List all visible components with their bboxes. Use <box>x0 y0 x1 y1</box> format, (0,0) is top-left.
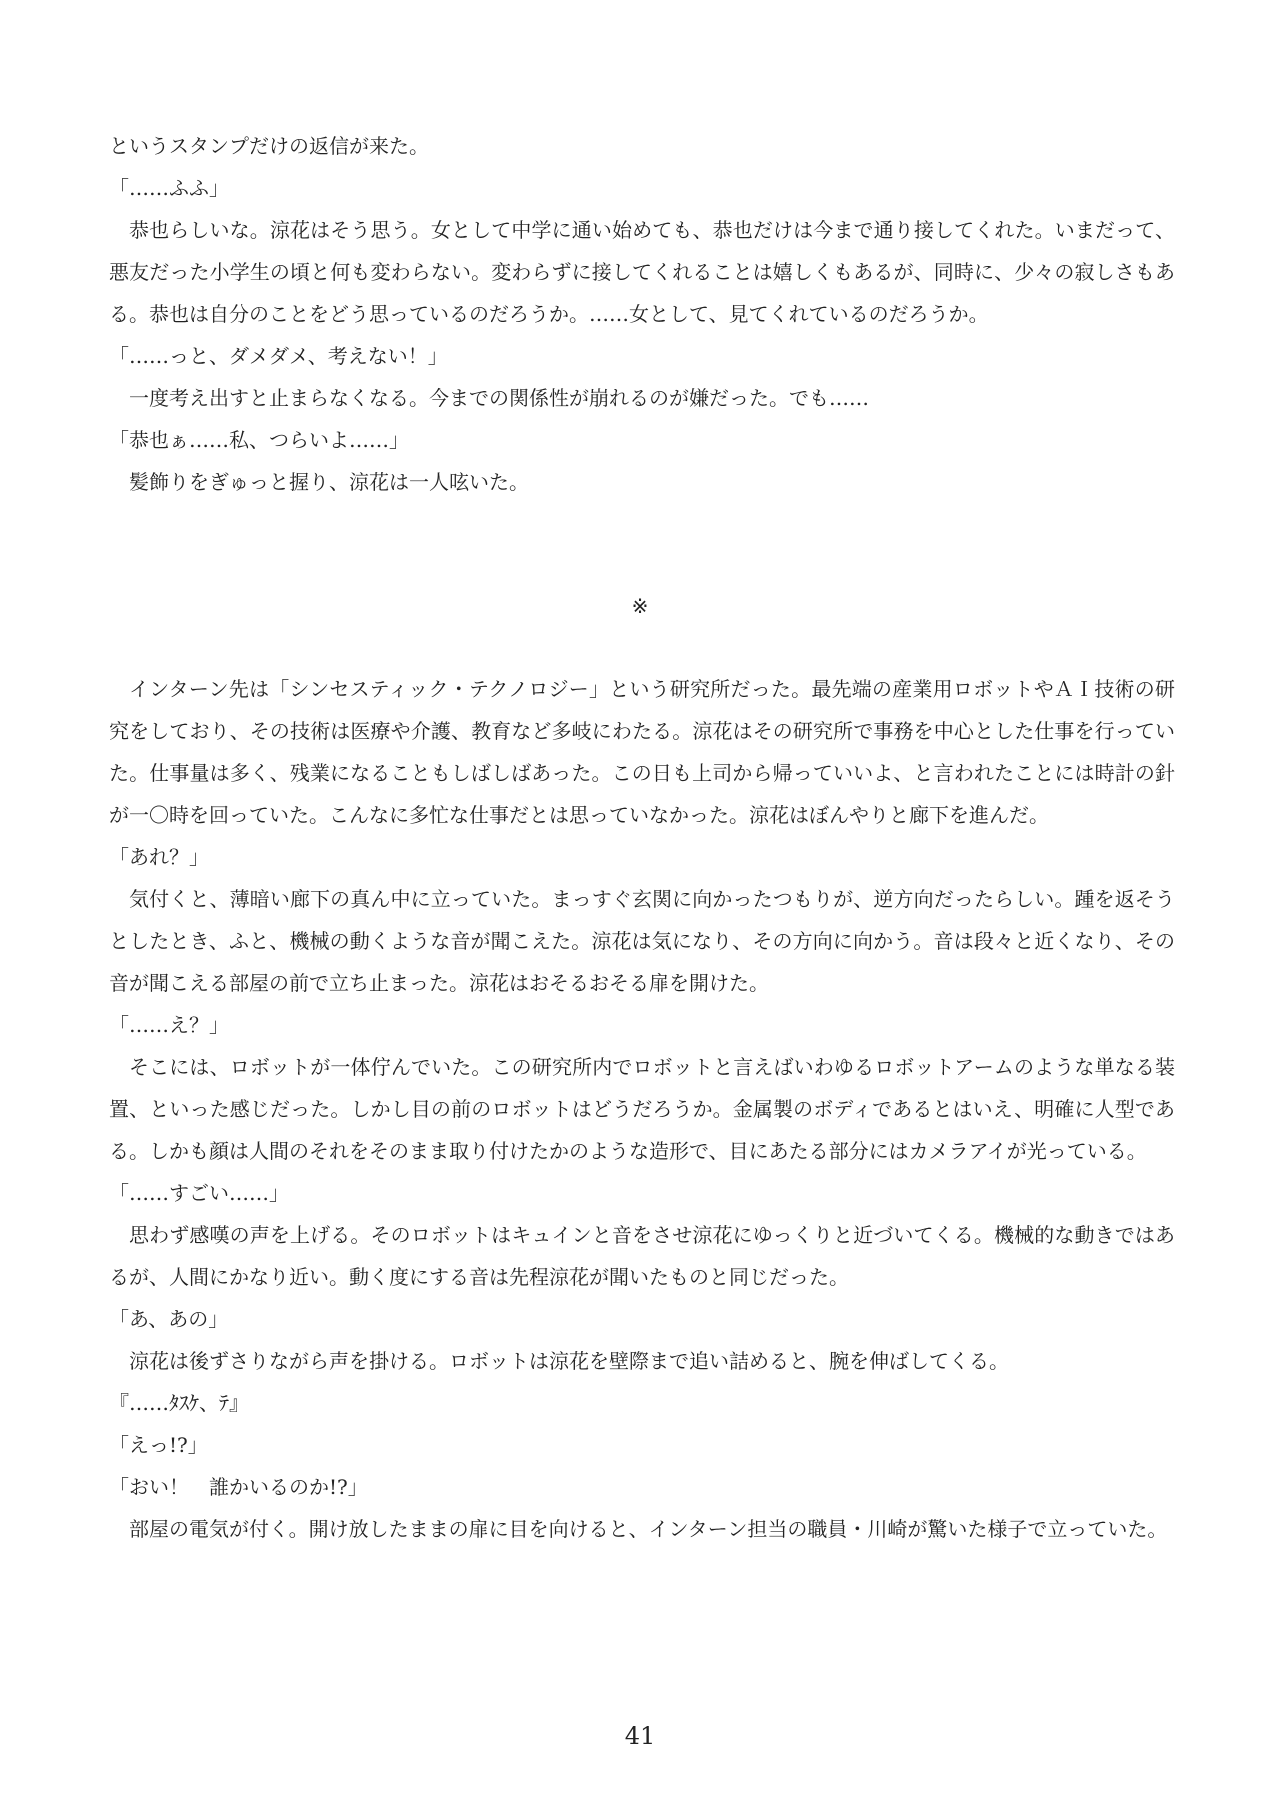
section-1-text <box>109 125 1175 503</box>
paragraph-internship: インターン先は「シンセスティック・テクノロジー」という研究所だった。最先端の産業用ロボットやＡＩ技術の研究をしており、その技術は医療や介護、教育など多岐にわたる。涼花はその研究所で事務を中心とした仕事を行っていた。仕事量は多く、残業になることもしばしばあった。この日も上司から帰っていいよ、と言われたことには時計の針が一〇時を回っていた。こんなに多忙な仕事だとは思っていなかった。涼花はぼんやりと廊下を進んだ。 <box>109 677 1175 827</box>
paragraph-back-away: 涼花は後ずさりながら声を掛ける。ロボットは涼花を壁際まで追い詰めると、腕を伸ばしてくる。 <box>129 1349 1009 1373</box>
paragraph-relationship: 一度考え出すと止まらなくなる。今までの関係性が崩れるのが嫌だった。でも…… <box>129 386 869 410</box>
paragraph-corridor: 気付くと、薄暗い廊下の真ん中に立っていた。まっすぐ玄関に向かったつもりが、逆方向だったらしい。踵を返そうとしたとき、ふと、機械の動くような音が聞こえた。涼花は気になり、その方向に向かう。音は段々と近くなり、その音が聞こえる部屋の前で立ち止まった。涼花はおそるおそる扉を開けた。 <box>109 887 1175 995</box>
section-2-text <box>109 668 1175 1550</box>
paragraph-stamp-reply: というスタンプだけの返信が来た。 <box>109 134 429 158</box>
paragraph-admiration: 思わず感嘆の声を上げる。そのロボットはキュインと音をさせ涼花にゆっくりと近づいてくる。機械的な動きではあるが、人間にかなり近い。動く度にする音は先程涼花が聞いたものと同じだった。 <box>109 1223 1175 1289</box>
dialog-ano: 「あ、あの」 <box>109 1307 229 1331</box>
dialog-fufu: 「……ふふ」 <box>109 176 229 200</box>
dialog-ett: 「えっ!?」 <box>109 1433 208 1457</box>
dialog-robot-help: 『……ﾀｽｹ、ﾃ』 <box>109 1391 249 1415</box>
dialog-are: 「あれ？」 <box>109 845 209 869</box>
section-separator: ※ <box>631 594 649 618</box>
paragraph-robot: そこには、ロボットが一体佇んでいた。この研究所内でロボットと言えばいわゆるロボットアームのような単なる装置、といった感じだった。しかし目の前のロボットはどうだろうか。金属製のボディであるとはいえ、明確に人型である。しかも顔は人間のそれをそのまま取り付けたかのような造形で、目にあたる部分にはカメラアイが光っている。 <box>109 1055 1175 1163</box>
dialog-oi: 「おい！ 誰かいるのか!?」 <box>109 1475 368 1499</box>
dialog-e: 「……え？」 <box>109 1013 229 1037</box>
paragraph-kyoya-thoughts: 恭也らしいな。涼花はそう思う。女として中学に通い始めても、恭也だけは今まで通り接してくれた。いまだって、悪友だった小学生の頃と何も変わらない。変わらずに接してくれることは嬉しくもあるが、同時に、少々の寂しさもある。恭也は自分のことをどう思っているのだろうか。……女として、見てくれているのだろうか。 <box>109 218 1175 326</box>
page-number: 41 <box>624 1722 656 1750</box>
dialog-dame-dame: 「……っと、ダメダメ、考えない！」 <box>109 344 448 368</box>
dialog-sugoi: 「……すごい……」 <box>109 1181 289 1205</box>
paragraph-kawasaki: 部屋の電気が付く。開け放したままの扉に目を向けると、インターン担当の職員・川崎が驚いた様子で立っていた。 <box>129 1517 1168 1541</box>
paragraph-hair-ornament: 髪飾りをぎゅっと握り、涼花は一人呟いた。 <box>129 470 529 494</box>
dialog-tsurai: 「恭也ぁ……私、つらいよ……」 <box>109 428 409 452</box>
